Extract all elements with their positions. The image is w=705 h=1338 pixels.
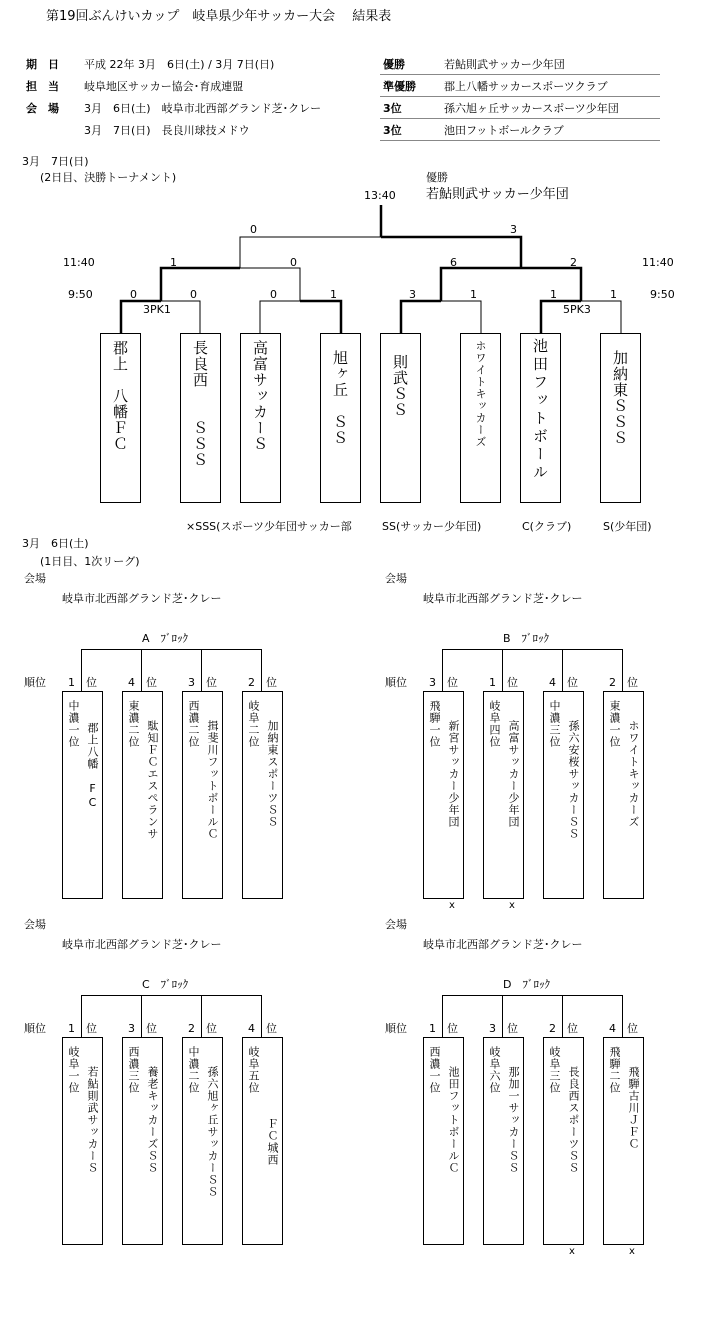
match-time: 11:40 [63, 256, 95, 269]
team-name: 長良西スポーツＳＳ [567, 1066, 580, 1174]
block-name: D ﾌﾞﾛｯｸ [503, 978, 550, 991]
legend-item: SS(サッカー少年団) [382, 520, 482, 533]
champion-label: 優勝 [426, 171, 448, 184]
rank-suffix: 位 [146, 676, 157, 689]
team-box [180, 333, 221, 503]
page-title: 第19回ぶんけいカップ 岐阜県少年サッカー大会 結果表 [46, 9, 392, 24]
block-line [81, 995, 262, 996]
bracket-line [240, 237, 381, 268]
league-team-box [122, 1037, 163, 1245]
score: 1 [330, 288, 337, 301]
day2-subtitle: (2日目、決勝トーナメント) [40, 171, 177, 184]
block-line [81, 649, 262, 650]
block-line [502, 649, 503, 691]
rank-label: 順位 [24, 676, 46, 689]
team-region: 西濃三位 [127, 1046, 140, 1094]
league-team-box [603, 1037, 644, 1245]
block-name: B ﾌﾞﾛｯｸ [503, 632, 550, 645]
venue-name: 岐阜市北西部グランド芝･クレー [62, 938, 222, 951]
info-value: 平成 22年 3月 6日(土) / 3月 7日(日) [84, 58, 275, 71]
team-box [320, 333, 361, 503]
team-region: 岐阜六位 [488, 1046, 501, 1094]
team-name: 池田フットボール [531, 338, 549, 482]
team-name: 孫六安桜サッカーＳＳ [567, 720, 580, 840]
team-box [520, 333, 561, 503]
league-team-box [603, 691, 644, 899]
legend-item: ×SSS(スポーツ少年団サッカー部 [186, 520, 352, 533]
bracket-line [161, 268, 240, 301]
league-team-box [242, 691, 283, 899]
result-rank: 3位 [383, 124, 402, 137]
block-line [502, 995, 503, 1037]
score: 2 [570, 256, 577, 269]
block-name: C ﾌﾞﾛｯｸ [142, 978, 189, 991]
block-line [141, 995, 142, 1037]
team-rank: 2 [188, 1022, 195, 1035]
team-box [240, 333, 281, 503]
bracket-line [441, 268, 521, 301]
team-region: 飛騨二位 [608, 1046, 621, 1094]
block-line [562, 995, 563, 1037]
team-region: 岐阜五位 [247, 1046, 260, 1094]
league-team-box [182, 691, 223, 899]
bracket-line [401, 301, 441, 333]
score: 3 [510, 223, 517, 236]
rank-suffix: 位 [206, 676, 217, 689]
league-team-box [62, 691, 103, 899]
team-region: 中濃三位 [548, 700, 561, 748]
team-name: 養老キッカーズＳＳ [146, 1066, 159, 1174]
team-rank: 4 [128, 676, 135, 689]
venue-label: 会場 [385, 572, 407, 585]
block-line [261, 995, 262, 1037]
league-team-box [423, 691, 464, 899]
venue-name: 岐阜市北西部グランド芝･クレー [423, 938, 583, 951]
bracket-line [260, 301, 300, 333]
legend-item: S(少年団) [603, 520, 652, 533]
rank-suffix: 位 [266, 676, 277, 689]
rank-suffix: 位 [86, 1022, 97, 1035]
team-name: ホワイトキッカーズ [474, 340, 487, 448]
team-rank: 2 [248, 676, 255, 689]
x-mark: x [629, 1246, 635, 1257]
team-name: 則武ＳＳ [391, 354, 409, 418]
team-name: 加納東スポーツＳＳ [266, 720, 279, 828]
team-rank: 2 [549, 1022, 556, 1035]
team-rank: 4 [248, 1022, 255, 1035]
league-team-box [182, 1037, 223, 1245]
score: 1 [610, 288, 617, 301]
block-line [622, 649, 623, 691]
info-label: 担 当 [26, 80, 59, 93]
team-region: 岐阜四位 [488, 700, 501, 748]
rank-suffix: 位 [507, 1022, 518, 1035]
team-region: 西濃二位 [187, 700, 200, 748]
team-rank: 3 [128, 1022, 135, 1035]
result-rank: 優勝 [383, 58, 405, 71]
info-label: 会 場 [26, 102, 59, 115]
team-name: ホワイトキッカーズ [627, 720, 640, 828]
result-team: 孫六旭ヶ丘サッカースポーツ少年団 [444, 102, 619, 115]
score: 0 [190, 288, 197, 301]
match-time: 11:40 [642, 256, 674, 269]
block-line [442, 649, 443, 691]
team-name: 孫六旭ヶ丘サッカーＳＳ [206, 1066, 219, 1198]
league-team-box [543, 1037, 584, 1245]
league-team-box [543, 691, 584, 899]
x-mark: x [449, 900, 455, 911]
rank-label: 順位 [24, 1022, 46, 1035]
team-rank: 3 [188, 676, 195, 689]
x-mark: x [509, 900, 515, 911]
team-name: 新宮サッカー少年団 [447, 720, 460, 828]
score: 1 [470, 288, 477, 301]
day1-date: 3月 6日(土) [22, 537, 89, 550]
league-team-box [483, 691, 524, 899]
match-time: 9:50 [68, 288, 93, 301]
team-rank: 4 [549, 676, 556, 689]
result-team: 池田フットボールクラブ [444, 124, 564, 137]
score: 0 [130, 288, 137, 301]
rank-suffix: 位 [567, 1022, 578, 1035]
rank-suffix: 位 [447, 676, 458, 689]
team-name: 加納東ＳＳＳ [611, 350, 629, 446]
team-name: 飛騨古川ＪＦＣ [627, 1066, 640, 1150]
block-line [141, 649, 142, 691]
team-region: 中濃二位 [187, 1046, 200, 1094]
score: 6 [450, 256, 457, 269]
team-name: 高富サッカー少年団 [507, 720, 520, 828]
team-rank: 1 [68, 1022, 75, 1035]
team-box [380, 333, 421, 503]
venue-label: 会場 [385, 918, 407, 931]
league-team-box [483, 1037, 524, 1245]
score: 1 [170, 256, 177, 269]
team-name: ＦＣ城西 [266, 1118, 279, 1166]
legend-item: C(クラブ) [522, 520, 572, 533]
team-name: 池田フットボールＣ [447, 1066, 460, 1174]
league-team-box [423, 1037, 464, 1245]
info-label: 期 日 [26, 58, 59, 71]
team-rank: 4 [609, 1022, 616, 1035]
team-region: 西濃一位 [428, 1046, 441, 1094]
champion-name: 若鮎則武サッカー少年団 [426, 187, 569, 202]
league-team-box [122, 691, 163, 899]
score: 0 [250, 223, 257, 236]
block-line [81, 649, 82, 691]
team-rank: 3 [489, 1022, 496, 1035]
team-region: 飛騨一位 [428, 700, 441, 748]
score: 0 [290, 256, 297, 269]
venue-label: 会場 [24, 572, 46, 585]
match-time: 9:50 [650, 288, 675, 301]
team-box [100, 333, 141, 503]
team-box [600, 333, 641, 503]
score: 1 [550, 288, 557, 301]
day1-subtitle: (1日目、1次リーグ) [40, 555, 140, 568]
team-box [460, 333, 501, 503]
rank-label: 順位 [385, 676, 407, 689]
rank-suffix: 位 [567, 676, 578, 689]
block-line [622, 995, 623, 1037]
team-rank: 1 [68, 676, 75, 689]
block-line [562, 649, 563, 691]
team-region: 東濃二位 [127, 700, 140, 748]
league-team-box [242, 1037, 283, 1245]
result-team: 若鮎則武サッカー少年団 [444, 58, 565, 71]
team-rank: 3 [429, 676, 436, 689]
team-rank: 1 [429, 1022, 436, 1035]
final-time: 13:40 [364, 189, 396, 202]
day2-date: 3月 7日(日) [22, 155, 89, 168]
team-name: 郡上 八幡ＦＣ [111, 340, 129, 452]
info-value: 3月 7日(日) 長良川球技メドウ [84, 124, 250, 137]
rank-label: 順位 [385, 1022, 407, 1035]
rank-suffix: 位 [507, 676, 518, 689]
result-rank: 準優勝 [383, 80, 416, 93]
venue-name: 岐阜市北西部グランド芝･クレー [423, 592, 583, 605]
block-line [442, 995, 623, 996]
team-region: 岐阜二位 [247, 700, 260, 748]
block-line [442, 649, 623, 650]
team-region: 岐阜三位 [548, 1046, 561, 1094]
team-name: 旭ヶ丘 ＳＳ [331, 350, 349, 446]
score: 0 [270, 288, 277, 301]
block-line [261, 649, 262, 691]
info-value: 岐阜地区サッカー協会･育成連盟 [84, 80, 244, 93]
x-mark: x [569, 1246, 575, 1257]
rank-suffix: 位 [627, 1022, 638, 1035]
block-line [442, 995, 443, 1037]
team-name: 那加一サッカーＳＳ [507, 1066, 520, 1174]
team-name: 揖斐川フットボールＣ [206, 720, 219, 840]
rank-suffix: 位 [627, 676, 638, 689]
team-name: 高富サッカーＳ [251, 340, 269, 452]
block-name: A ﾌﾞﾛｯｸ [142, 632, 189, 645]
team-name: 長良西 ＳＳＳ [191, 340, 209, 468]
rank-suffix: 位 [86, 676, 97, 689]
block-line [81, 995, 82, 1037]
rank-suffix: 位 [146, 1022, 157, 1035]
team-region: 岐阜一位 [67, 1046, 80, 1094]
team-name: 駄知ＦＣエスペランサ [146, 720, 159, 840]
team-name: 若鮎則武サッカーＳ [86, 1066, 99, 1174]
team-name: 郡上八幡 FC [86, 722, 99, 810]
rank-suffix: 位 [206, 1022, 217, 1035]
rank-suffix: 位 [447, 1022, 458, 1035]
venue-name: 岐阜市北西部グランド芝･クレー [62, 592, 222, 605]
result-rank: 3位 [383, 102, 402, 115]
block-line [201, 649, 202, 691]
block-line [201, 995, 202, 1037]
team-region: 東濃一位 [608, 700, 621, 748]
pk-score: 3PK1 [143, 303, 171, 316]
team-rank: 2 [609, 676, 616, 689]
team-rank: 1 [489, 676, 496, 689]
venue-label: 会場 [24, 918, 46, 931]
info-value: 3月 6日(土) 岐阜市北西部グランド芝･クレー [84, 102, 322, 115]
score: 3 [409, 288, 416, 301]
team-region: 中濃一位 [67, 700, 80, 748]
bracket-line [300, 301, 341, 333]
league-team-box [62, 1037, 103, 1245]
rank-suffix: 位 [266, 1022, 277, 1035]
result-team: 郡上八幡サッカースポーツクラブ [444, 80, 608, 93]
pk-score: 5PK3 [563, 303, 591, 316]
bracket-line [441, 301, 481, 333]
